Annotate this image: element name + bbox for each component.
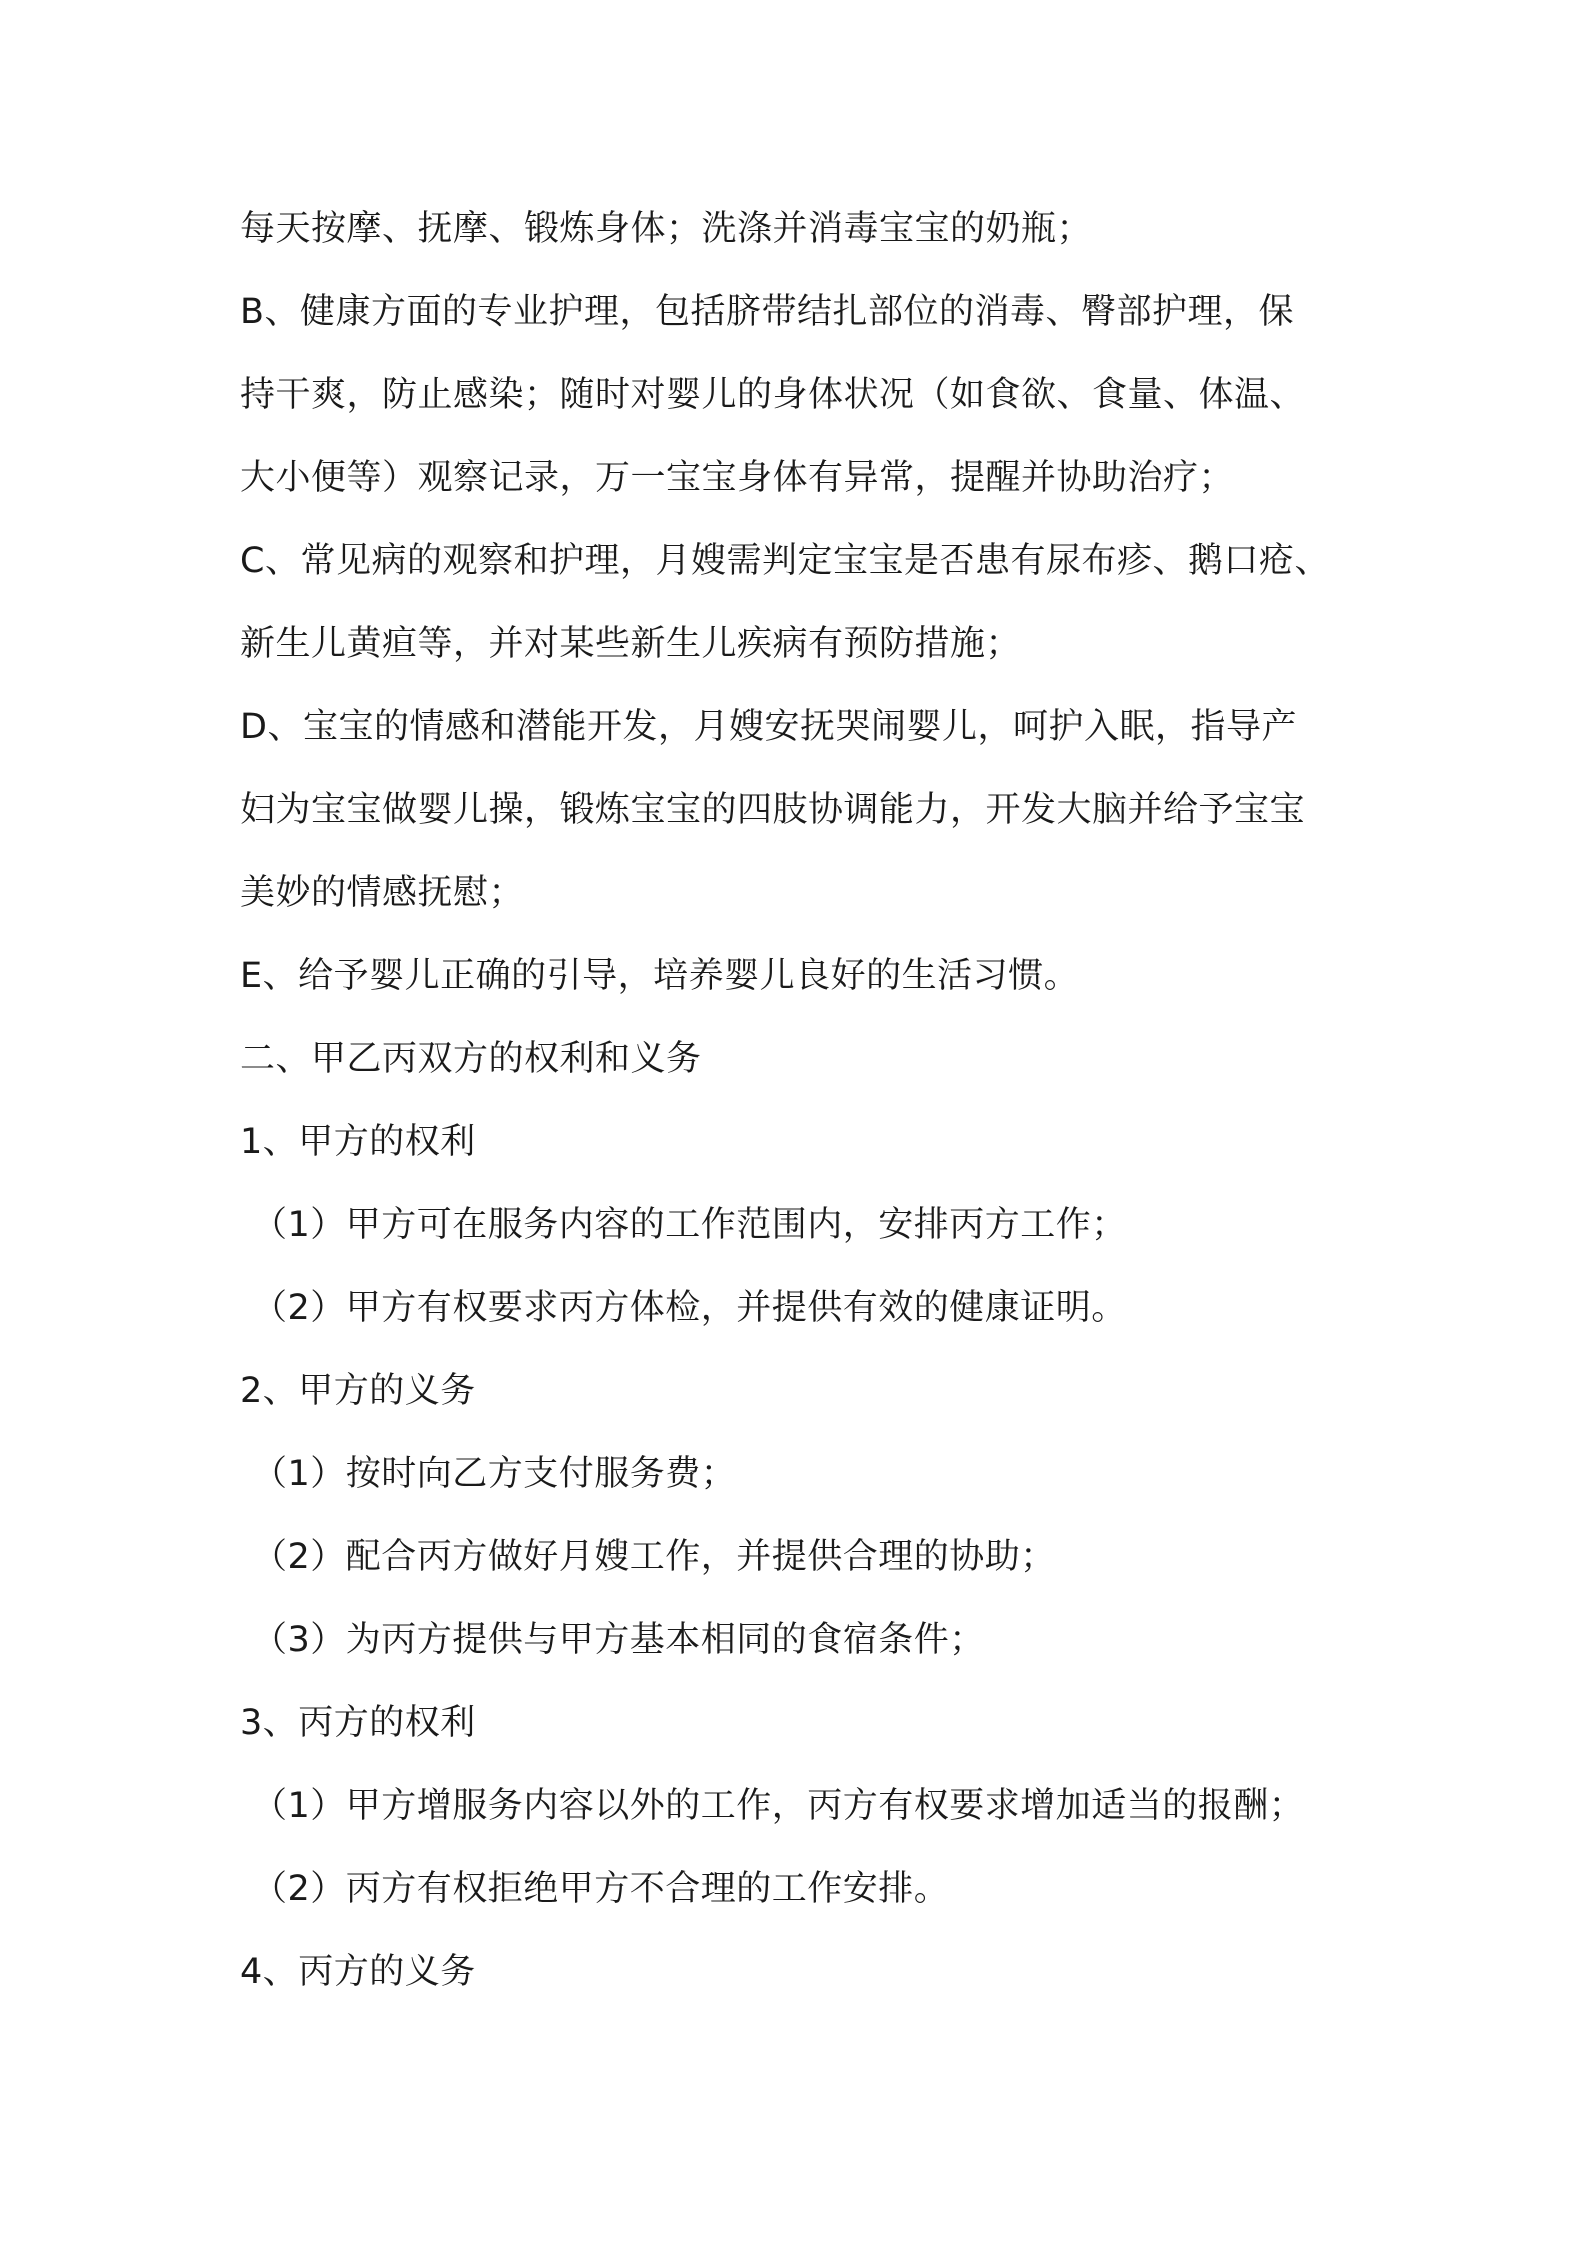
text-line: 美妙的情感抚慰； (240, 873, 525, 913)
text-line: 妇为宝宝做婴儿操，锻炼宝宝的四肢协调能力，开发大脑并给予宝宝 (240, 790, 1306, 830)
list-item: （1）甲方增服务内容以外的工作，丙方有权要求增加适当的报酬； (252, 1786, 1305, 1826)
text-line: 新生儿黄疸等，并对某些新生儿疾病有预防措施； (240, 624, 1022, 664)
list-item: （1）按时向乙方支付服务费； (252, 1454, 737, 1494)
text-line: E、给予婴儿正确的引导，培养婴儿良好的生活习惯。 (240, 956, 1080, 996)
list-item: （2）甲方有权要求丙方体检，并提供有效的健康证明。 (252, 1288, 1127, 1328)
list-item: （1）甲方可在服务内容的工作范围内，安排丙方工作； (252, 1205, 1127, 1245)
text-line: C、常见病的观察和护理，月嫂需判定宝宝是否患有尿布疹、鹅口疮、 (240, 541, 1330, 581)
list-item: （2）丙方有权拒绝甲方不合理的工作安排。 (252, 1869, 950, 1909)
text-line: 持干爽，防止感染；随时对婴儿的身体状况（如食欲、食量、体温、 (240, 375, 1306, 415)
text-line: 大小便等）观察记录，万一宝宝身体有异常，提醒并协助治疗； (240, 458, 1235, 498)
text-line: 每天按摩、抚摩、锻炼身体；洗涤并消毒宝宝的奶瓶； (240, 209, 1093, 249)
list-item: （3）为丙方提供与甲方基本相同的食宿条件； (252, 1620, 985, 1660)
section-heading: 二、甲乙丙双方的权利和义务 (240, 1039, 702, 1079)
subsection-heading: 2、甲方的义务 (240, 1371, 476, 1411)
text-line: D、宝宝的情感和潜能开发，月嫂安抚哭闹婴儿，呵护入眠，指导产 (240, 707, 1297, 747)
list-item: （2）配合丙方做好月嫂工作，并提供合理的协助； (252, 1537, 1056, 1577)
text-line: B、健康方面的专业护理，包括脐带结扎部位的消毒、臀部护理，保 (240, 292, 1295, 332)
subsection-heading: 1、甲方的权利 (240, 1122, 476, 1162)
subsection-heading: 4、丙方的义务 (240, 1952, 476, 1992)
subsection-heading: 3、丙方的权利 (240, 1703, 476, 1743)
